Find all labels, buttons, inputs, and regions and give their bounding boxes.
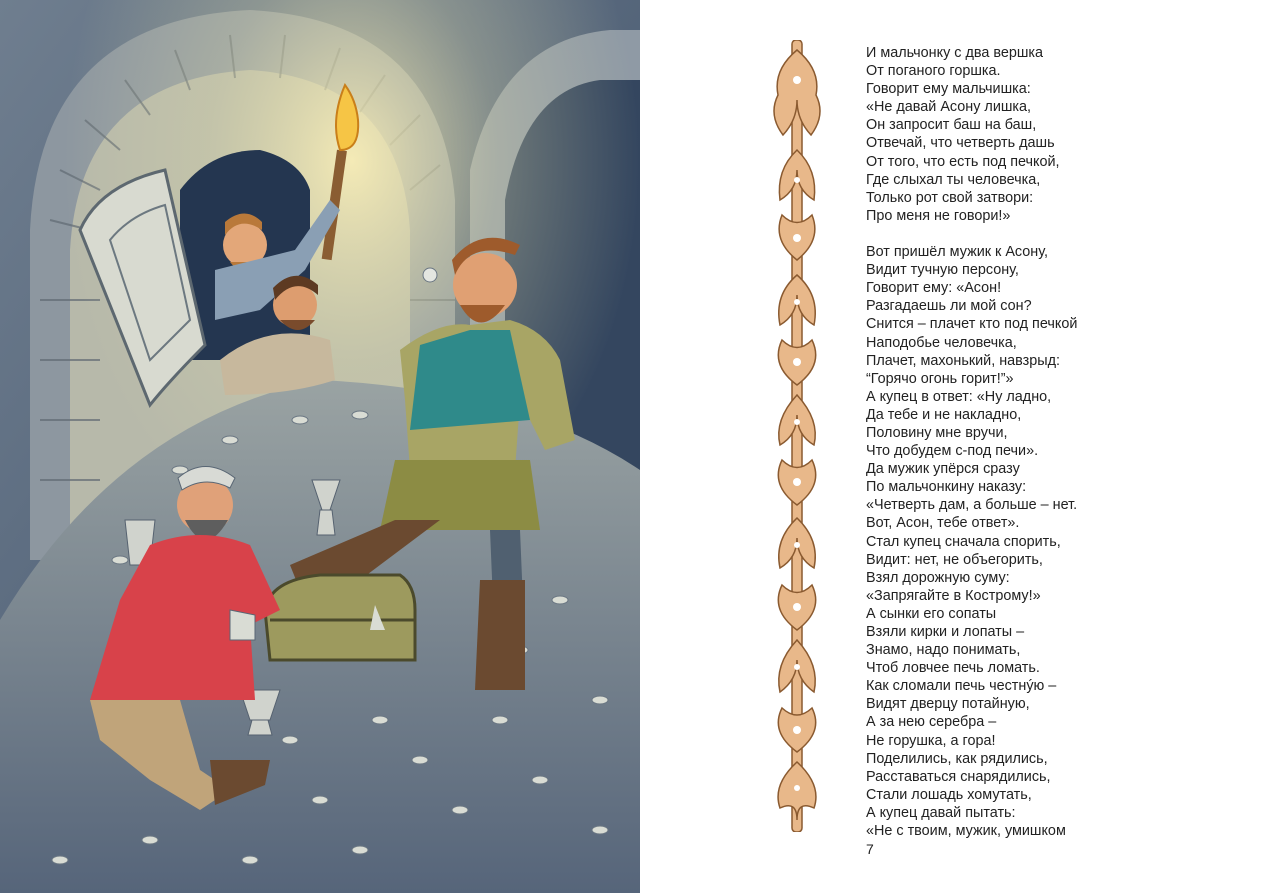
page-number: 7 [866,841,874,857]
poem-line: Разгадаешь ли мой сон? [866,298,1032,315]
poem-line: Стали лошадь хомутать, [866,786,1032,803]
poem-line: Говорит ему: «Асон! [866,280,1002,297]
poem-line: “Горячо огонь горит!”» [866,370,1014,387]
poem-line: Что добудем с-под печи». [866,443,1039,460]
poem-line: А купец в ответ: «Ну ладно, [866,388,1052,405]
poem-line: «Не давай Асону лишка, [866,99,1032,116]
poem-line: А сынки его сопаты [866,605,997,622]
poem-line: Половину мне вручи, [866,424,1008,441]
poem-line: Стал купец сначала спорить, [866,533,1061,550]
poem-line: Он запросит баш на баш, [866,117,1037,134]
poem-line: Плачет, махонький, навзрыд: [866,352,1060,369]
poem-line: Только рот свой затвори: [866,189,1034,206]
poem-line: Поделились, как рядились, [866,750,1048,767]
poem-line: Взяли кирки и лопаты – [866,624,1025,640]
poem-line: Про меня не говори!» [866,207,1011,224]
poem-line: И мальчонку с два вершка [866,45,1043,61]
poem-line: От поганого горшка. [866,63,1001,80]
poem-line: Отвечай, что четверть дашь [866,135,1055,152]
poem-line: Видит: нет, не объегорить, [866,551,1043,568]
stanza [866,243,1266,840]
poem-line: «Четверть дам, а больше – нет. [866,497,1078,514]
poem-line: Снится – плачет кто под печкой [866,316,1078,333]
poem-line: Да тебе и не накладно, [866,406,1022,423]
poem-line: Не горушка, а гора! [866,732,996,749]
poem-line: Взял дорожную суму: [866,569,1010,586]
poem-line: Как сломали печь честнýю – [866,678,1057,695]
poem-line: От того, что есть под печкой, [866,153,1060,170]
poem-line: По мальчонкину наказу: [866,479,1027,496]
poem-line: «Не с твоим, мужик, умишком [866,823,1066,840]
poem-line: А за нею серебра – [866,714,997,731]
poem-line: Видит тучную персону, [866,262,1019,279]
poem-line: Знамо, надо понимать, [866,642,1021,659]
carved-wood-border-icon [768,40,826,832]
poem-line: «Запрягайте в Кострому!» [866,587,1041,604]
poem-line: Расставаться снарядились, [866,768,1051,785]
stanza [866,44,1266,225]
poem-line: Вот, Асон, тебе ответ». [866,515,1020,532]
poem-line: Где слыхал ты человечка, [866,171,1041,188]
poem-line: Да мужик упёрся сразу [866,461,1020,478]
poem-line: А купец давай пытать: [866,804,1016,821]
poem-line: Наподобье человечка, [866,334,1017,351]
poem-line: Говорит ему мальчишка: [866,81,1031,98]
poem-line: Чтоб ловчее печь ломать. [866,660,1040,677]
poem-line: Видят дверцу потайную, [866,696,1030,713]
poem-text [866,44,1266,840]
text-page [640,0,1280,893]
poem-line: Вот пришёл мужик к Асону, [866,244,1048,261]
